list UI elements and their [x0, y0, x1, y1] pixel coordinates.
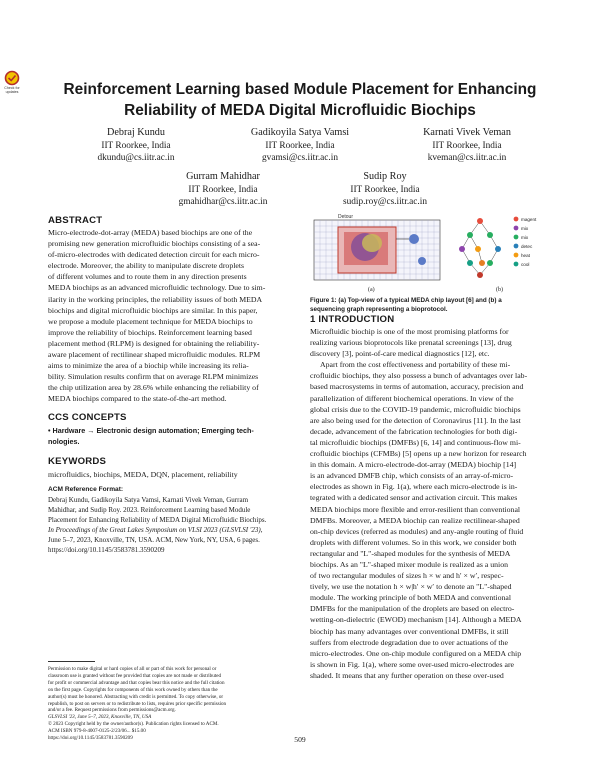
- author-email[interactable]: gvamsi@cs.iitr.ac.in: [262, 153, 338, 164]
- text-line: electrode. Moreover, the ability to manipulate discrete droplets: [48, 261, 245, 271]
- text-line: ilarity in the working principles, the reliability issues of both MEDA: [48, 294, 263, 304]
- text-line: bility. Simulation results confirm that on average RLPM minimizes: [48, 372, 259, 382]
- permission-notice: [48, 666, 308, 742]
- paper-title: [0, 79, 600, 121]
- text-line: Apart from the cost effectiveness and portability of these mi-: [320, 360, 511, 370]
- text-line: Mahidhar, and Sudip Roy. 2023. Reinforcement Learning based Module: [48, 506, 251, 514]
- author-affiliation: IIT Roorkee, India: [350, 184, 420, 195]
- legend-item: magent: [521, 217, 537, 222]
- text-line: discovery [3], point-of-care medical diagnostics [12], etc.: [310, 349, 490, 359]
- text-line: of-micro-electrodes with dedicated detection circuit for each micro-: [48, 250, 260, 260]
- text-line: DMFBs for the manipulation of the droplets are based on electro-: [310, 604, 515, 614]
- text-line: Microfluidic biochip is one of the most promising platforms for: [310, 327, 509, 336]
- acm-reference-heading: ACM Reference Format:: [48, 486, 124, 493]
- introduction-heading: 1 INTRODUCTION: [310, 314, 395, 325]
- text-line: tegrated with a dedicated sensor and activation circuit. This makes: [310, 493, 518, 503]
- text-line: MEDA biochips more flexible and error-resilient than conventional: [310, 504, 521, 514]
- text-line: parallelization of different biochemical operations. In view of the: [310, 393, 514, 403]
- text-line: biochips. As an "L"-shaped mixer module is realized as a union: [310, 559, 508, 569]
- abstract-text: [48, 227, 301, 405]
- text-line: improve the reliability of biochips. Reinforcement learning based: [48, 327, 252, 337]
- text-line: In Proceedings of the Great Lakes Symposium on VLSI 2023 (GLSVLSI '23),: [48, 526, 263, 534]
- legend-item: mix: [521, 235, 529, 240]
- legend-item: cool: [521, 262, 530, 267]
- author-block: [220, 127, 380, 165]
- logo-caption: Check for updates: [4, 86, 20, 94]
- ccs-text: [48, 425, 301, 447]
- text-line: and/or a fee. Request permissions from permissions@acm.org.: [48, 707, 176, 714]
- text-line: June 5–7, 2023, Knoxville, TN, USA. ACM, New York, NY, USA, 6 pages.: [48, 536, 260, 544]
- text-line: crofluidic biochips, they also possess a bunch of advantages over lab-: [310, 371, 528, 381]
- text-line: classroom use is granted without fee provided that copies are not made or distributed: [48, 672, 221, 679]
- text-line: biochip has many advantages over conventional DMFBs, it still: [310, 626, 509, 636]
- figure-1-image: [310, 213, 556, 293]
- text-line: on-chip devices (referred as modules) and any-angle routing of fluid: [310, 526, 524, 536]
- author-block: [64, 127, 208, 165]
- text-line: tively, we use the notation h × w|h′ × w′ to denote an "L"-shaped: [310, 582, 512, 592]
- text-line: republish, to post on servers or to redistribute to lists, requires prior specific permission: [48, 700, 227, 707]
- author-name: Gurram Mahidhar: [186, 171, 260, 182]
- text-line: of different volumes and to route them in any direction presents: [48, 272, 247, 282]
- text-line: MEDA biochips compared to the state-of-the-art method.: [48, 394, 227, 404]
- text-line: Permission to make digital or hard copies of all or part of this work for personal or: [48, 666, 217, 672]
- text-line: crofluidic biochips (CFMBs) [5] opens up a new horizon for research: [310, 449, 527, 459]
- keywords-heading: KEYWORDS: [48, 456, 107, 467]
- text-line: micro-electrodes. One on-chip module configured on a MEDA chip: [310, 648, 522, 658]
- text-line: ACM ISBN 979-8-4007-0125-2/23/06... $15.00: [48, 728, 146, 735]
- text-line: shaded. It means that any further operation on these over-used: [310, 670, 504, 680]
- text-line: is shown in Fig. 1(a), where some over-used micro-electrodes are: [310, 659, 515, 669]
- text-line: biochips and digital microfluidic biochips are similar. In this paper,: [48, 305, 258, 315]
- subfigure-b-label: (b): [496, 287, 503, 293]
- legend-item: mix: [521, 226, 529, 231]
- page-number: 509: [294, 735, 306, 744]
- author-name: Debraj Kundu: [107, 127, 165, 138]
- text-line: on the first page. Copyrights for components of this work owned by others than the: [48, 686, 218, 693]
- text-line: promising new generation microfluidic biochips consisting of a sea-: [48, 239, 261, 249]
- text-line: electrodes as shown in Fig. 1(a), where each micro-electrode is in-: [310, 482, 518, 492]
- author-affiliation: IIT Roorkee, India: [265, 140, 335, 151]
- author-affiliation: IIT Roorkee, India: [432, 140, 502, 151]
- subfigure-a-label: (a): [368, 287, 375, 293]
- author-email[interactable]: kveman@cs.iitr.ac.in: [427, 153, 507, 164]
- text-line: tal microfluidic biochips (DMFBs) [6, 14] and continuous-flow mi-: [310, 437, 521, 447]
- text-line: aware placement of rectilinear shaped microfluidic modules. RLPM: [48, 350, 261, 360]
- text-line: wetting-on-dielectric (EWOD) mechanism [14]. Although a MEDA: [310, 615, 522, 625]
- text-line: rectangular and "L"-shaped modules for the synthesis of MEDA: [310, 548, 511, 558]
- author-email[interactable]: gmahidhar@cs.iitr.ac.in: [178, 197, 268, 208]
- text-line: based macrosystems in terms of automation, accuracy, precision and: [310, 382, 524, 392]
- title-line-2: Reliability of MEDA Digital Microfluidic Biochips: [124, 102, 476, 119]
- legend-item: detec: [521, 244, 533, 249]
- text-line: in this domain. A micro-electrode-dot-array (MEDA) biochip [14]: [310, 460, 517, 470]
- title-line-1: Reinforcement Learning based Module Placement for Enhancing: [63, 81, 537, 98]
- text-line: nologies.: [48, 437, 80, 447]
- keywords-text: microfluidics, biochips, MEDA, DQN, placement, reliability: [48, 470, 238, 479]
- doi-link[interactable]: https://doi.org/10.1145/3583781.3590209: [48, 735, 133, 742]
- text-line: of two rectangular modules of sizes h × w and h′ × w′, respec-: [310, 571, 504, 581]
- author-name: Karnati Vivek Veman: [423, 127, 511, 138]
- text-line: sequencing graph representing a bioprotocol.: [310, 305, 448, 313]
- figure-1-caption: [310, 297, 560, 314]
- author-block: [310, 171, 460, 209]
- doi-link[interactable]: https://doi.org/10.1145/3583781.3590209: [48, 546, 165, 554]
- introduction-text: [310, 326, 560, 681]
- author-email[interactable]: sudip.roy@cs.iitr.ac.in: [343, 197, 427, 208]
- ccs-heading: CCS CONCEPTS: [48, 412, 127, 423]
- author-affiliation: IIT Roorkee, India: [101, 140, 171, 151]
- text-line: for profit or commercial advantage and that copies bear this notice and the full citation: [48, 679, 225, 686]
- text-line: MEDA biochips as an advanced microfluidic technology. Due to sim-: [48, 283, 266, 293]
- text-line: Placement for Enhancing Reliability of MEDA Digital Microfluidic Biochips.: [48, 516, 267, 524]
- text-line: Figure 1: (a) Top-view of a typical MEDA chip layout [6] and (b) a: [310, 297, 502, 304]
- text-line: droplets with different volumes. So in this work, we consider both: [310, 537, 517, 547]
- author-name: Sudip Roy: [363, 171, 407, 182]
- legend-item: heat: [521, 253, 530, 258]
- text-line: we propose a module placement technique for MEDA biochips to: [48, 316, 253, 326]
- author-email[interactable]: dkundu@cs.iitr.ac.in: [97, 153, 175, 164]
- detour-label: Detour: [338, 214, 354, 220]
- author-block: [148, 171, 298, 209]
- text-line: global crisis due to the COVID-19 pandemic, microfluidic biochips: [310, 404, 521, 414]
- text-line: author(s) must be honored. Abstracting with credit is permitted. To copy otherwise, or: [48, 693, 224, 700]
- text-line: GLSVLSI '23, June 5–7, 2023, Knoxville, TN, USA: [48, 714, 152, 721]
- author-name: Gadikoyila Satya Vamsi: [250, 127, 350, 138]
- text-line: aims to minimize the area of a biochip while increasing its relia-: [48, 361, 249, 371]
- text-line: DMFBs. Moreover, a MEDA biochip can realize rectilinear-shaped: [310, 515, 520, 525]
- text-line: module. The working principle of both MEDA and conventional: [310, 593, 512, 603]
- text-line: placement method (RLPM) is designed for obtaining the reliability-: [48, 338, 260, 348]
- text-line: Debraj Kundu, Gadikoyila Satya Vamsi, Karnati Vivek Veman, Gurram: [48, 496, 249, 504]
- author-block: [392, 127, 542, 165]
- text-line: © 2023 Copyright held by the owner/author(s). Publication rights licensed to ACM.: [48, 721, 219, 728]
- text-line: Micro-electrode-dot-array (MEDA) based biochips are one of the: [48, 228, 253, 237]
- text-line: • Hardware → Electronic design automation; Emerging tech-: [48, 426, 254, 435]
- text-line: suffers from electrode degradation due to over actuations of the: [310, 637, 508, 647]
- text-line: realizing various bioprotocols like prenatal screenings [13], drug: [310, 338, 512, 348]
- abstract-heading: ABSTRACT: [48, 215, 103, 226]
- figure-1: [310, 213, 556, 293]
- author-affiliation: IIT Roorkee, India: [188, 184, 258, 195]
- text-line: decade, advancement of the fabrication technologies for both digi-: [310, 426, 518, 436]
- text-line: is an advanced DMFB chip, which consists of an array-of-micro-: [310, 471, 514, 481]
- footnote-rule: [48, 661, 95, 662]
- acm-reference: [48, 485, 301, 555]
- text-line: the chip utilization area by 28.6% while enhancing the reliability of: [48, 383, 259, 393]
- text-line: are also being used for the detection of Coronavirus [11]. In the last: [310, 415, 521, 425]
